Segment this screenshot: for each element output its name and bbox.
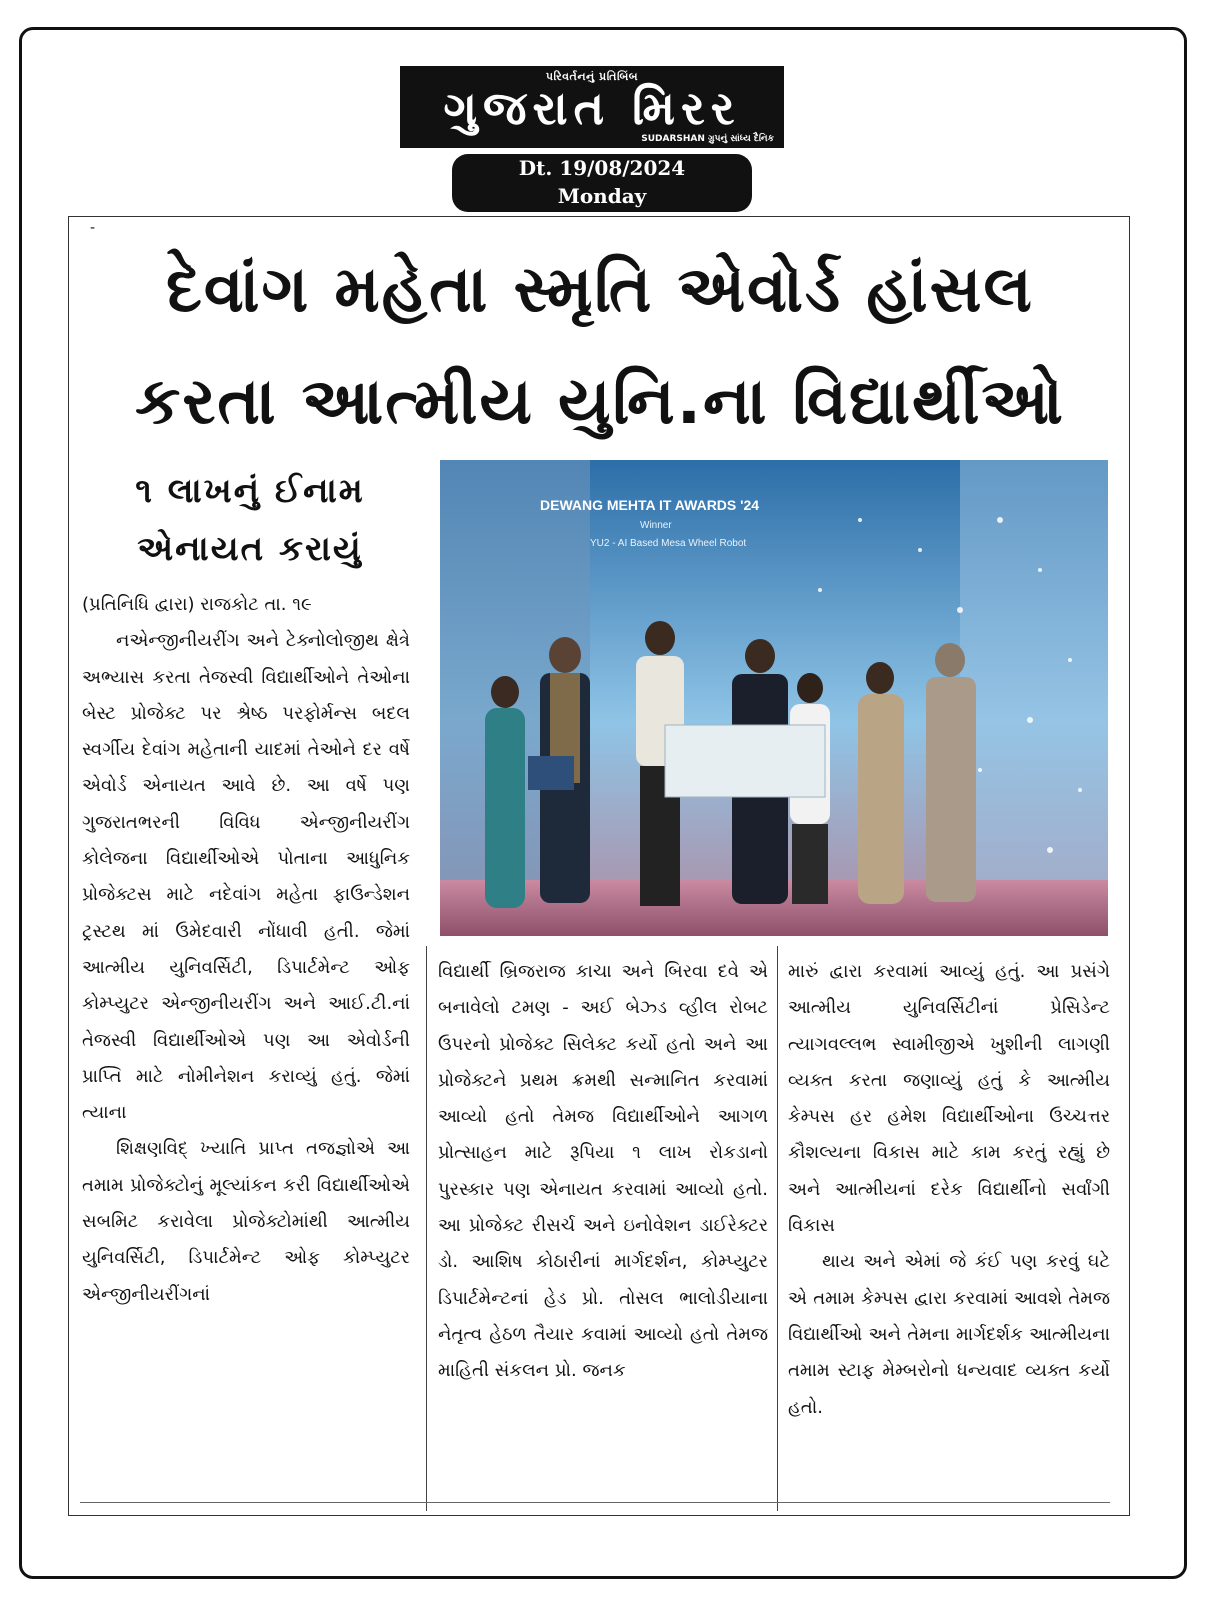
masthead-subtitle: SUDARSHAN ગ્રુપનું સાંધ્ય દૈનિક [641, 134, 774, 144]
dateline: (પ્રતિનિધિ દ્વારા) રાજકોટ તા. ૧૯ [82, 594, 312, 615]
article-column-2 [438, 954, 768, 1390]
article-column-3 [788, 954, 1110, 1426]
column-divider [777, 946, 778, 1511]
photo-banner-title: DEWANG MEHTA IT AWARDS '24 [540, 497, 760, 513]
newspaper-masthead [400, 66, 784, 148]
award-ceremony-photo [440, 460, 1108, 936]
article-column-1 [82, 587, 410, 1313]
paragraph: થાય અને એમાં જે કંઈ પણ કરવું ઘટે એ તમામ કેમ્પસ દ્વારા કરવામાં આવશે તેમજ વિદ્યાર્થીઓ અને તેમના માર્ગદર્શક આત્મીયના તમામ સ્ટાફ મેમ્બરોનો ધન્યવાદ વ્યક્ત કર્યો હતો. [788, 1251, 1110, 1418]
day-line: Monday [557, 184, 647, 208]
photo-banner-winner: Winner [640, 520, 672, 531]
paragraph: મારું દ્વારા કરવામાં આવ્યું હતું. આ પ્રસંગે આત્મીય યુનિવર્સિટીનાં પ્રેસિડેન્ટ ત્યાગવલ્લભ સ્વામીજીએ ખુશીની લાગણી વ્યક્ત કરતા જણાવ્યું હતું કે આત્મીય કેમ્પસ હર હમેશ વિદ્યાર્થીઓના ઉચ્ચત્તર કૌશલ્યના વિકાસ માટે કામ કરતું રહ્યું છે અને આત્મીયનાં દરેક વિદ્યાર્થીનો સર્વાંગી વિકાસ [788, 961, 1110, 1237]
column-divider [426, 946, 427, 1511]
subheadline-line-1: ૧ લાખનું ઈનામ [135, 471, 365, 511]
award-folder [528, 756, 574, 790]
paragraph: નએન્જીનીયરીંગ અને ટેક્નોલોજીથ ક્ષેત્રે અભ્યાસ કરતા તેજસ્વી વિદ્યાર્થીઓને તેઓના બેસ્ટ પ્રોજેક્ટ પર શ્રેષ્ઠ પરફોર્મન્સ બદલ સ્વર્ગીય દેવાંગ મહેતાની યાદમાં તેઓને દર વર્ષે એવોર્ડ એનાયત આવે છે. આ વર્ષે પણ ગુજરાતભરની વિવિધ એન્જીનીયરીંગ કોલેજના વિદ્યાર્થીઓએ પોતાના આધુનિક પ્રોજેક્ટસ માટે નદેવાંગ મહેતા ફાઉન્ડેશન ટ્રસ્ટથ માં ઉમેદવારી નોંધાવી હતી. જેમાં આત્મીય યુનિવર્સિટી, ડિપાર્ટમેન્ટ ઓફ કોમ્પ્યુટર એન્જીનીયરીંગ અને આઈ.ટી.નાં તેજસ્વી વિદ્યાર્થીઓએ પણ આ એવોર્ડની પ્રાપ્તિ માટે નોમીનેશન કરાવ્યું હતું. જેમાં ત્યાના [82, 630, 410, 1124]
paragraph: શિક્ષણવિદ્ ખ્યાતિ પ્રાપ્ત તજજ્ઞોએ આ તમામ પ્રોજેક્ટોનું મૂલ્યાંકન કરી વિદ્યાર્થીઓએ સબમિટ કરાવેલા પ્રોજેક્ટોમાંથી આત્મીય યુનિવર્સિટી, ડિપાર્ટમેન્ટ ઓફ કોમ્પ્યુટર એન્જીનીયરીંગનાં [82, 1138, 410, 1305]
award-photo-illustration [440, 460, 1108, 936]
photo-banner-project: YU2 - AI Based Mesa Wheel Robot [590, 538, 747, 549]
paragraph: વિદ્યાર્થી બ્રિજરાજ કાચા અને બિરવા દવે એ બનાવેલો ટમણ - અઈ બેઝ્ડ વ્હીલ રોબટ ઉપરનો પ્રોજેક્ટ સિલેક્ટ કર્યો હતો અને આ પ્રોજેક્ટને પ્રથમ ક્રમથી સન્માનિત કરવામાં આવ્યો હતો તેમજ વિદ્યાર્થીઓને આગળ પ્રોત્સાહન માટે રૂપિયા ૧ લાખ રોકડાનો પુરસ્કાર પણ એનાયત કરવામાં આવ્યો હતો. આ પ્રોજેક્ટ રીસર્ચ અને ઇનોવેશન ડાઈરેક્ટર ડો. આશિષ કોઠારીનાં માર્ગદર્શન, કોમ્પ્યુટર ડિપાર્ટમેન્ટનાં હેડ પ્રો. તોસલ ભાલોડીયાના નેતૃત્વ હેઠળ તૈયાર કવામાં આવ્યો હતો તેમજ માહિતી સંકલન પ્રો. જનક [438, 961, 768, 1382]
headline-line-2: કરતા આત્મીય યુનિ.ના વિદ્યાર્થીઓ [135, 365, 1065, 439]
corner-mark: - [90, 220, 96, 236]
date-box [452, 154, 752, 212]
bottom-divider [80, 1502, 1110, 1503]
headline-line-1: દેવાંગ મહેતા સ્મૃતિ એવોર્ડ હાંસલ [166, 253, 1034, 327]
masthead-tagline: પરિવર્તનનું પ્રતિબિંબ [545, 70, 639, 83]
date-line: Dt. 19/08/2024 [518, 156, 686, 180]
newspaper-name: ગુજરાત મિરર [443, 81, 741, 135]
subheadline-line-2: એનાયત કરાયું [137, 529, 363, 569]
prize-cheque [665, 725, 825, 797]
